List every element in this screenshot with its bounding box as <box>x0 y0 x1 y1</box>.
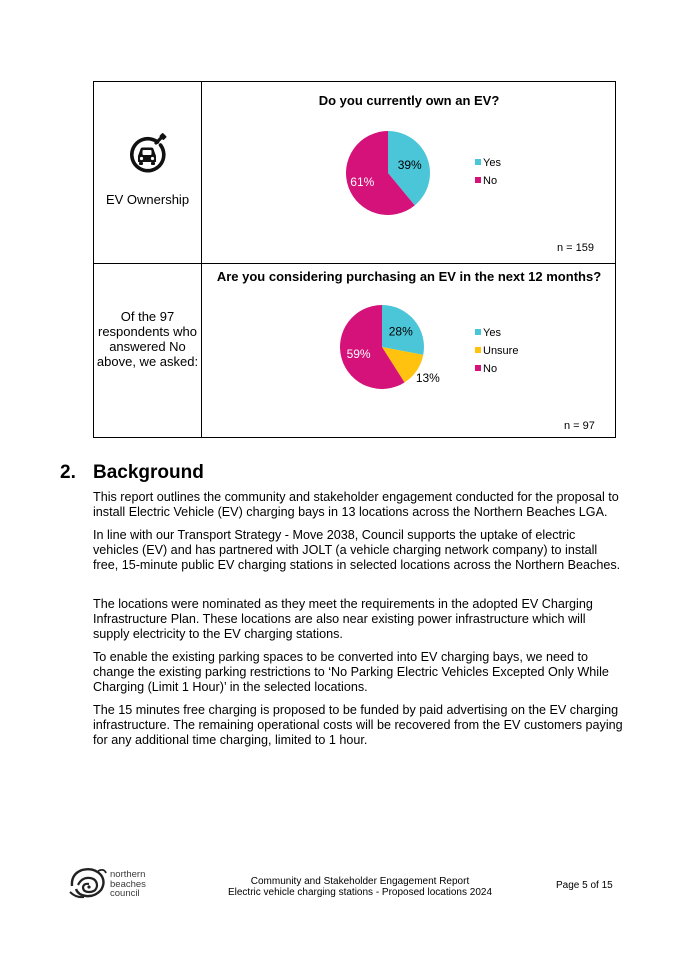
logo-line: beaches <box>110 878 146 890</box>
legend-swatch <box>475 329 481 335</box>
legend-item-no <box>475 172 501 190</box>
logo-line: council <box>110 888 140 899</box>
legend-swatch <box>475 159 481 165</box>
legend-label: Yes <box>483 157 501 169</box>
legend-item-unsure <box>475 342 518 360</box>
footer-report-title <box>200 876 520 898</box>
paragraph: To enable the existing parking spaces to be converted into EV charging bays, we need to change the existing parking restrictions to ‘No Parking Electric Vehicles Excepted Only While Charging (Limit 1 Hour)’ in the selected locations. <box>93 650 609 695</box>
footer-line-1: Community and Stakeholder Engagement Report <box>250 876 470 887</box>
ownership-sample-size: n = 159 <box>557 242 595 254</box>
pie-value-label: 28% <box>388 324 413 339</box>
paragraph: In line with our Transport Strategy - Move 2038, Council supports the uptake of electric vehicles (EV) and has partnered with JOLT (a vehicle charging network company) to install free, 15-minute public EV charging stations in selected locations across the Northern Beaches. <box>93 528 621 573</box>
council-logo-icon <box>68 866 108 900</box>
survey-results-table <box>93 81 616 438</box>
legend-item-no <box>475 360 518 378</box>
paragraph: The locations were nominated as they meet the requirements in the adopted EV Charging Infrastructure Plan. These locations are also near existing power infrastructure which will supply electricity to the EV charging stations. <box>93 597 593 642</box>
purchasing-sample-size: n = 97 <box>564 420 595 432</box>
paragraph: The 15 minutes free charging is proposed to be funded by paid advertising on the EV charging infrastructure. The remaining operational costs will be recovered from the EV customers paying for any additional time charging, limited to 1 hour. <box>93 703 623 748</box>
section-heading <box>60 462 204 484</box>
pie-value-label: 39% <box>397 158 422 173</box>
ownership-row-label: EV Ownership <box>105 192 190 207</box>
legend-label: No <box>483 175 498 187</box>
legend-label: Unsure <box>483 345 519 357</box>
legend-item-yes <box>475 324 518 342</box>
purchasing-pie-chart <box>202 297 622 427</box>
legend-label: No <box>483 363 498 375</box>
legend-swatch <box>475 347 481 353</box>
pie-value-label: 61% <box>350 175 375 190</box>
table-row-divider <box>94 263 615 264</box>
council-logo-text <box>110 870 146 899</box>
legend-swatch <box>475 365 481 371</box>
ownership-pie-chart <box>202 122 622 242</box>
section-title: Background <box>93 462 204 483</box>
purchasing-legend <box>475 324 518 378</box>
ev-car-plug-icon <box>125 132 169 176</box>
legend-swatch <box>475 177 481 183</box>
pie-value-label: 13% <box>415 371 440 386</box>
logo-line: northern <box>110 869 146 880</box>
ownership-legend <box>475 154 501 190</box>
purchasing-chart-title: Are you considering purchasing an EV in the next 12 months? <box>216 269 602 284</box>
pie-value-label: 59% <box>346 346 371 361</box>
purchasing-row-label: Of the 97 respondents who answered No above, we asked: <box>96 309 199 369</box>
footer-line-2: Electric vehicle charging stations - Proposed locations 2024 <box>227 887 493 898</box>
page-number: Page 5 of 15 <box>556 880 613 891</box>
paragraph: This report outlines the community and stakeholder engagement conducted for the proposal to install Electric Vehicle (EV) charging bays in 13 locations across the Northern Beaches LGA. <box>93 490 619 520</box>
ownership-chart-title: Do you currently own an EV? <box>318 93 500 108</box>
legend-item-yes <box>475 154 501 172</box>
legend-label: Yes <box>483 327 501 339</box>
section-number: 2. <box>60 462 76 483</box>
